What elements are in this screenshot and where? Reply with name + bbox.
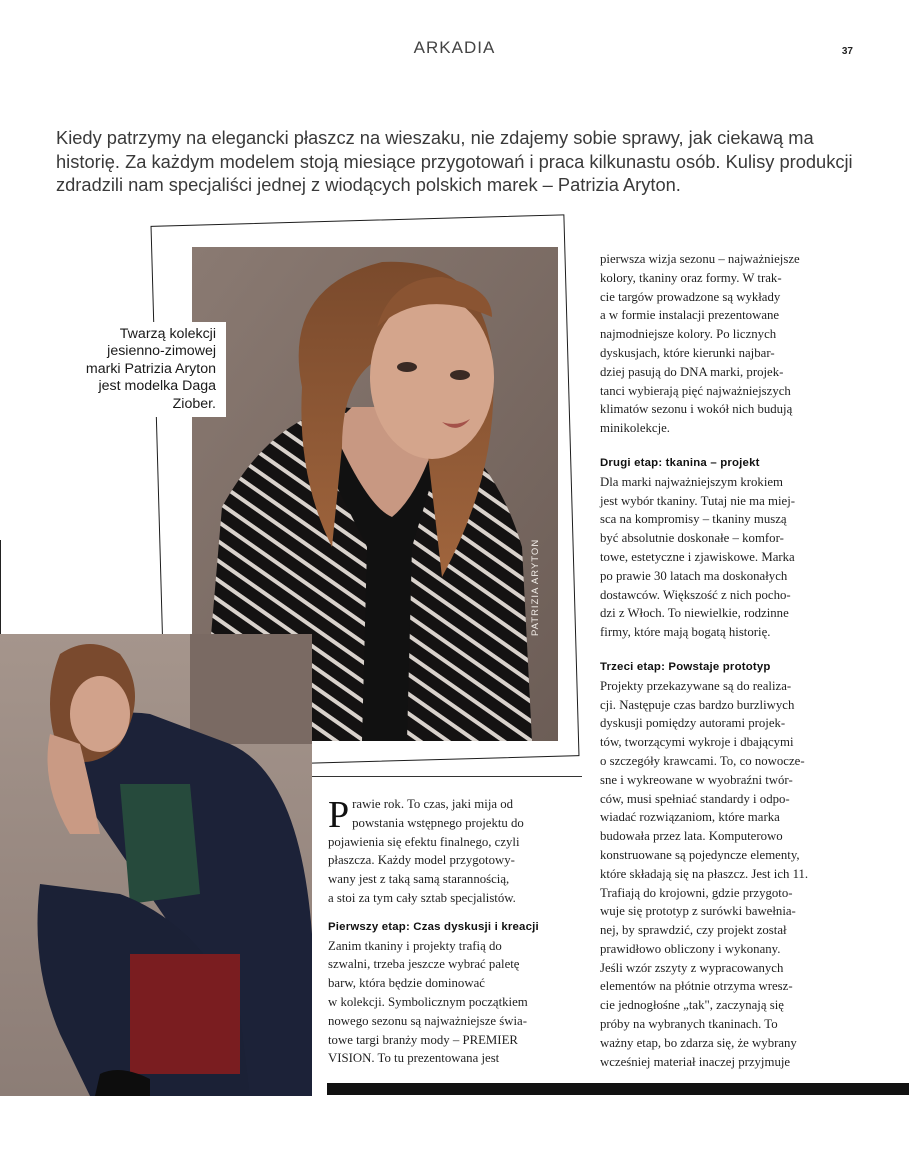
text-line: wany jest z taką samą starannością, bbox=[328, 872, 510, 887]
model-seated-image bbox=[0, 634, 312, 1096]
text-line: VISION. To tu prezentowana jest bbox=[328, 1051, 500, 1066]
section-heading: Drugi etap: tkanina – projekt bbox=[600, 456, 760, 469]
text-line: dzi z Włoch. To niewielkie, rodzinne bbox=[600, 606, 789, 621]
text-line: Jeśli wzór zszyty z wypracowanych bbox=[600, 960, 784, 975]
text-line: budowała przez lata. Komputerowo bbox=[600, 829, 783, 844]
text-line: pierwsza wizja sezonu – najważniejsze bbox=[600, 252, 800, 266]
text-line: nej, by sprawdzić, czy projekt został bbox=[600, 923, 787, 938]
text-line: próby na wybranych tkaninach. To bbox=[600, 1017, 778, 1032]
section-heading: Pierwszy etap: Czas dyskusji i kreacji bbox=[328, 920, 539, 933]
text-line: elementów na płótnie otrzyma wresz- bbox=[600, 979, 793, 994]
text-line: Trafiają do krojowni, gdzie przygoto- bbox=[600, 885, 793, 900]
text-line: wuje się prototyp z surówki bawełnia- bbox=[600, 904, 796, 919]
photo-caption: Twarzą kolekcji jesienno-zimowej marki Patrizia Aryton jest modelka Daga Ziober. bbox=[70, 322, 226, 417]
text-line: kolory, tkaniny oraz formy. W trak- bbox=[600, 270, 782, 285]
text-line: klimatów sezonu i wokół nich budują bbox=[600, 402, 793, 417]
text-line: cie jednogłośne „tak", zaczynają się bbox=[600, 998, 784, 1013]
left-column bbox=[328, 795, 578, 1068]
text-line: Projekty przekazywane są do realiza- bbox=[600, 678, 792, 693]
page-number: 37 bbox=[841, 46, 853, 57]
text-line: nowego sezonu są najważniejsze świa- bbox=[328, 1013, 527, 1028]
text-line: firmy, które mają bogatą historię. bbox=[600, 625, 771, 640]
text-line: tanci wybierają pięć najważniejszych bbox=[600, 383, 791, 398]
text-line: a w formie instalacji prezentowane bbox=[600, 308, 780, 323]
secondary-photo bbox=[0, 634, 312, 1096]
side-rule bbox=[0, 540, 1, 634]
text-line: barw, która będzie dominować bbox=[328, 976, 485, 991]
text-line: powstania wstępnego projektu do bbox=[352, 815, 524, 830]
text-line: a stoi za tym cały sztab specjalistów. bbox=[328, 890, 516, 905]
text-line: ców, musi spełniać standardy i odpo- bbox=[600, 791, 790, 806]
text-line: Zanim tkaniny i projekty trafią do bbox=[328, 938, 502, 953]
text-line: tów, tworzącymi wykroje i dbającymi bbox=[600, 735, 794, 750]
column-rule bbox=[312, 776, 582, 777]
text-line: dziej pasują do DNA marki, projek- bbox=[600, 364, 784, 379]
text-line: pojawienia się efektu finalnego, czyli bbox=[328, 834, 520, 849]
text-line: Dla marki najważniejszym krokiem bbox=[600, 474, 784, 489]
text-line: minikolekcje. bbox=[600, 421, 671, 436]
text-line: towe targi branży mody – PREMIER bbox=[328, 1032, 518, 1047]
bottom-bar bbox=[327, 1083, 909, 1095]
text-line: konstruowane są pojedyncze elementy, bbox=[600, 847, 800, 862]
drop-cap: P bbox=[328, 794, 350, 836]
section-heading: Trzeci etap: Powstaje prototyp bbox=[600, 660, 771, 673]
text-line: sca na kompromisy – tkaniny muszą bbox=[600, 512, 787, 527]
text-line: wcześniej materiał inaczej przyjmuje bbox=[600, 1054, 791, 1069]
text-line: sne i wykreowane w wyobraźni twór- bbox=[600, 772, 793, 787]
text-line: być absolutnie doskonałe – komfor- bbox=[600, 531, 784, 546]
text-line: prawidłowo obliczony i wykonany. bbox=[600, 941, 781, 956]
text-line: płaszcza. Każdy model przygotowy- bbox=[328, 853, 515, 868]
running-head: ARKADIA bbox=[413, 38, 496, 57]
text-line: dostawców. Większość z nich pocho- bbox=[600, 587, 791, 602]
text-line: w kolekcji. Symbolicznym początkiem bbox=[328, 994, 528, 1009]
text-line: jest wybór tkaniny. Tutaj nie ma miej- bbox=[600, 493, 796, 508]
text-line: które składają się na płaszcz. Jest ich 11. bbox=[600, 866, 809, 881]
photo-credit: PATRIZIA ARYTON bbox=[530, 538, 541, 636]
text-line: dyskusji pomiędzy autorami projek- bbox=[600, 716, 786, 731]
text-line: dyskusjach, które kierunki najbar- bbox=[600, 345, 775, 360]
text-line: rawie rok. To czas, jaki mija od bbox=[352, 797, 514, 811]
text-line: towe, estetyczne i zjawiskowe. Marka bbox=[600, 549, 795, 564]
right-column bbox=[600, 250, 858, 1071]
text-line: o szczegóły krawcami. To, co nowocze- bbox=[600, 753, 805, 768]
text-line: ważny etap, bo zdarza się, że wybrany bbox=[600, 1035, 797, 1050]
text-line: szwalni, trzeba jeszcze wybrać paletę bbox=[328, 957, 520, 972]
text-line: najmodniejsze kolory. Po licznych bbox=[600, 327, 777, 342]
text-line: cji. Następuje czas bardzo burzliwych bbox=[600, 697, 795, 712]
text-line: cie targów prowadzone są wykłady bbox=[600, 289, 781, 304]
lead-paragraph: Kiedy patrzymy na elegancki płaszcz na wieszaku, nie zdajemy sobie sprawy, jak ciekawą ma historię. Za każdym modelem stoją miesiące przygotowań i praca kilkunastu osób. Kulisy produkcji zdradzili nam specjaliści jednej z wiodących polskich marek – Patrizia Aryton. bbox=[56, 127, 853, 196]
text-line: po prawie 30 latach ma doskonałych bbox=[600, 568, 788, 583]
text-line: wiadać rozwiązaniom, które marka bbox=[600, 810, 780, 825]
